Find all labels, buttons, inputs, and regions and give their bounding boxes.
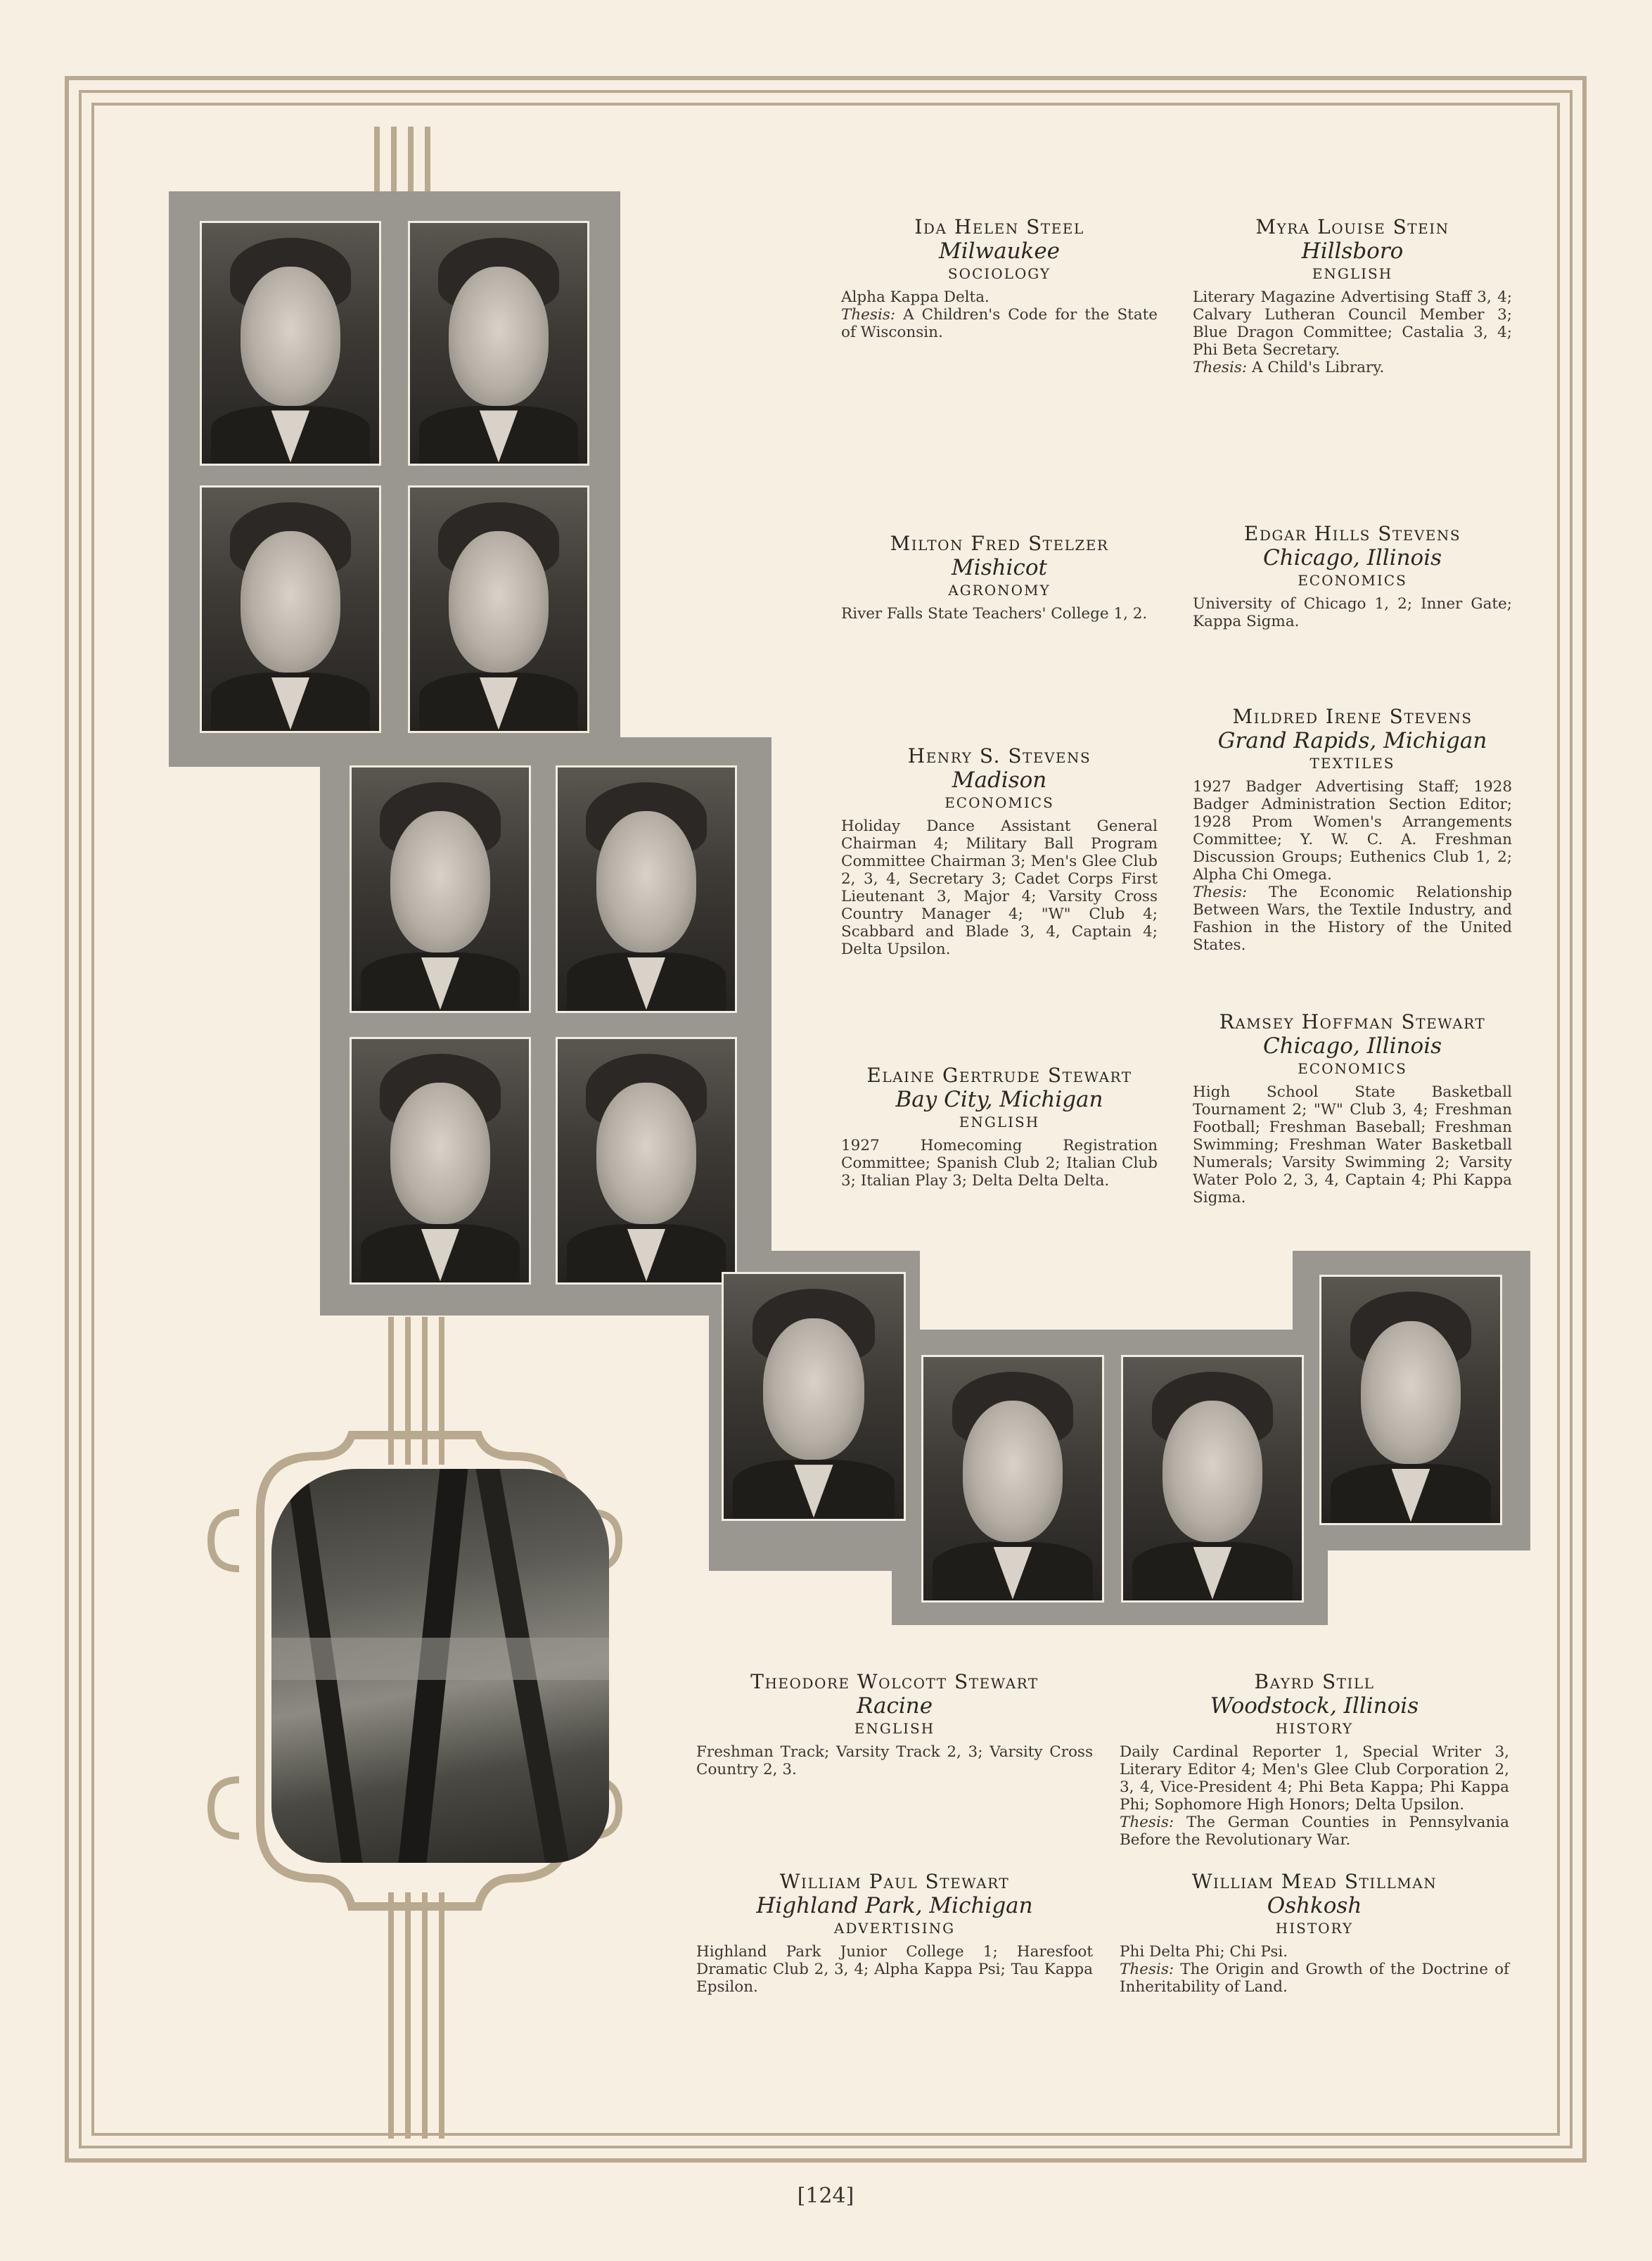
entry-department: ADVERTISING: [833, 1920, 956, 1937]
entry-city: Highland Park, Michigan: [756, 1893, 1033, 1918]
ornament-band: [439, 1892, 444, 2139]
entry-henry-stevens: [841, 744, 1158, 958]
entry-name: William Paul Stewart: [779, 1870, 1010, 1893]
entry-name: Bayrd Still: [1254, 1670, 1375, 1693]
entry-department: HISTORY: [1275, 1720, 1354, 1737]
entry-thesis: [1193, 359, 1512, 376]
portrait-photo-stein: [408, 221, 589, 466]
entry-city: Racine: [856, 1693, 933, 1719]
entry-department: ECONOMICS: [1298, 1060, 1407, 1077]
portrait-photo-stillman: [1319, 1275, 1502, 1525]
portrait-photo-stelzer: [200, 485, 381, 733]
entry-activities: Literary Magazine Advertising Staff 3, 4; Calvary Lutheran Council Member 3; Blue Dragon Committee; Castalia 3, 4; Phi Beta Secretary.: [1193, 288, 1512, 359]
ornament-band: [425, 127, 430, 197]
entry-department: TEXTILES: [1310, 755, 1395, 772]
portrait-photo-steel: [200, 221, 381, 466]
entry-mildred-stevens: [1193, 705, 1512, 954]
thesis-label: Thesis:: [1120, 1814, 1174, 1831]
entry-activities: University of Chicago 1, 2; Inner Gate; Kappa Sigma.: [1193, 595, 1512, 630]
entry-name: Ramsey Hoffman Stewart: [1219, 1010, 1486, 1033]
entry-department: AGRONOMY: [948, 582, 1051, 599]
entry-name: Edgar Hills Stevens: [1243, 522, 1461, 545]
thesis-label: Thesis:: [841, 306, 896, 324]
entry-city: Milwaukee: [938, 238, 1061, 264]
portrait-photo-mildred-stevens: [556, 765, 737, 1013]
entry-stein: [1193, 215, 1512, 376]
entry-ramsey-stewart: [1193, 1010, 1512, 1206]
entry-name: Myra Louise Stein: [1255, 215, 1449, 238]
entry-city: Chicago, Illinois: [1262, 545, 1442, 571]
thesis-text: A Children's Code for the State of Wisconsin.: [841, 306, 1158, 341]
entry-edgar-stevens: [1193, 522, 1512, 630]
entry-city: Oshkosh: [1267, 1893, 1362, 1918]
entry-city: Grand Rapids, Michigan: [1217, 728, 1487, 753]
entry-william-paul-stewart: [696, 1870, 1093, 1996]
ornament-band: [388, 1892, 394, 2139]
thesis-label: Thesis:: [1193, 359, 1248, 376]
portrait-photo-henry-stevens: [350, 765, 531, 1013]
thesis-label: Thesis:: [1120, 1961, 1174, 1978]
entry-activities: 1927 Homecoming Registration Committee; Spanish Club 2; Italian Club 3; Italian Play 3; Delta Delta Delta.: [841, 1137, 1158, 1190]
entry-city: Bay City, Michigan: [895, 1087, 1103, 1112]
portrait-photo-william-paul-stewart: [921, 1355, 1104, 1603]
entry-activities: Daily Cardinal Reporter 1, Special Writer 3, Literary Editor 4; Men's Glee Club Corporation 2, 3, 4, Vice-President 4; Phi Beta Kappa; Phi Kappa Phi; Sophomore High Honors; Delta Upsilon.: [1120, 1743, 1509, 1814]
entry-activities: High School State Basketball Tournament 2; "W" Club 3, 4; Freshman Football; Freshman Baseball; Freshman Swimming; Freshman Water Basketball Numerals; Varsity Swimming 2; Varsity Water Polo 2, 3, 4, Captain 4; Phi Kappa Sigma.: [1193, 1083, 1512, 1206]
entry-activities: Highland Park Junior College 1; Haresfoot Dramatic Club 2, 3, 4; Alpha Kappa Psi; Tau Kappa Epsilon.: [696, 1943, 1093, 1996]
portrait-photo-elaine-stewart: [350, 1037, 531, 1285]
entry-bayrd-still: [1120, 1670, 1509, 1849]
entry-steel: [841, 215, 1158, 341]
entry-stillman: [1120, 1870, 1509, 1996]
entry-activities: Freshman Track; Varsity Track 2, 3; Varsity Cross Country 2, 3.: [696, 1743, 1093, 1778]
entry-activities: Phi Delta Phi; Chi Psi.: [1120, 1943, 1288, 1961]
ornament-band: [405, 1892, 411, 2139]
entry-department: ENGLISH: [854, 1720, 935, 1737]
entry-thesis: [1193, 884, 1512, 954]
entry-city: Hillsboro: [1301, 238, 1404, 264]
entry-city: Madison: [952, 768, 1047, 793]
ornament-band: [374, 127, 380, 197]
entry-name: Theodore Wolcott Stewart: [750, 1670, 1039, 1693]
entry-theodore-stewart: [696, 1670, 1093, 1778]
page-number: [124]: [797, 2184, 854, 2208]
entry-thesis: [1120, 1814, 1509, 1849]
entry-stelzer: [841, 532, 1158, 623]
portrait-photo-edgar-stevens: [408, 485, 589, 733]
entry-city: Woodstock, Illinois: [1210, 1693, 1419, 1719]
thesis-text: The Origin and Growth of the Doctrine of Inheritability of Land.: [1120, 1961, 1509, 1996]
ornament-band: [408, 127, 414, 197]
entry-department: ECONOMICS: [1298, 572, 1407, 589]
landscape-photo: [271, 1469, 609, 1863]
thesis-label: Thesis:: [1193, 884, 1248, 901]
thesis-text: The German Counties in Pennsylvania Before the Revolutionary War.: [1120, 1814, 1509, 1849]
entry-name: Henry S. Stevens: [907, 744, 1091, 768]
thesis-text: The Economic Relationship Between Wars, the Textile Industry, and Fashion in the History of the United States.: [1193, 884, 1512, 954]
entry-name: Elaine Gertrude Stewart: [866, 1064, 1132, 1087]
portrait-photo-theodore-stewart: [722, 1272, 906, 1521]
entry-activities: Holiday Dance Assistant General Chairman 4; Military Ball Program Committee Chairman 3; Men's Glee Club 2, 3, 4, Secretary 3; Cadet Corps First Lieutenant 3, Major 4; Varsity Cross Country Manager 4; "W" Club 4; Scabbard and Blade 3, 4, Captain 4; Delta Upsilon.: [841, 817, 1158, 958]
entry-activities: 1927 Badger Advertising Staff; 1928 Badger Administration Section Editor; 1928 Prom Women's Arrangements Committee; Y. W. C. A. Freshman Discussion Groups; Euthenics Club 1, 2; Alpha Chi Omega.: [1193, 778, 1512, 884]
portrait-photo-ramsey-stewart: [556, 1037, 737, 1285]
entry-thesis: [1120, 1961, 1509, 1996]
entry-name: Mildred Irene Stevens: [1232, 705, 1473, 728]
entry-activities: Alpha Kappa Delta.: [841, 288, 990, 306]
thesis-text: A Child's Library.: [1251, 359, 1385, 376]
portrait-photo-bayrd-still: [1121, 1355, 1304, 1603]
entry-city: Chicago, Illinois: [1262, 1033, 1442, 1059]
entry-department: SOCIOLOGY: [947, 265, 1051, 282]
ornament-band: [422, 1892, 428, 2139]
entry-thesis: [841, 306, 1158, 341]
entry-activities: River Falls State Teachers' College 1, 2.: [841, 605, 1148, 623]
entry-name: Milton Fred Stelzer: [890, 532, 1109, 555]
entry-elaine-stewart: [841, 1064, 1158, 1190]
entry-name: William Mead Stillman: [1191, 1870, 1438, 1893]
entry-department: HISTORY: [1275, 1920, 1354, 1937]
entry-department: ENGLISH: [1312, 265, 1393, 282]
entry-department: ENGLISH: [959, 1114, 1040, 1130]
entry-name: Ida Helen Steel: [914, 215, 1084, 238]
entry-department: ECONOMICS: [945, 794, 1054, 811]
ornament-band: [391, 127, 397, 197]
entry-city: Mishicot: [952, 555, 1047, 580]
